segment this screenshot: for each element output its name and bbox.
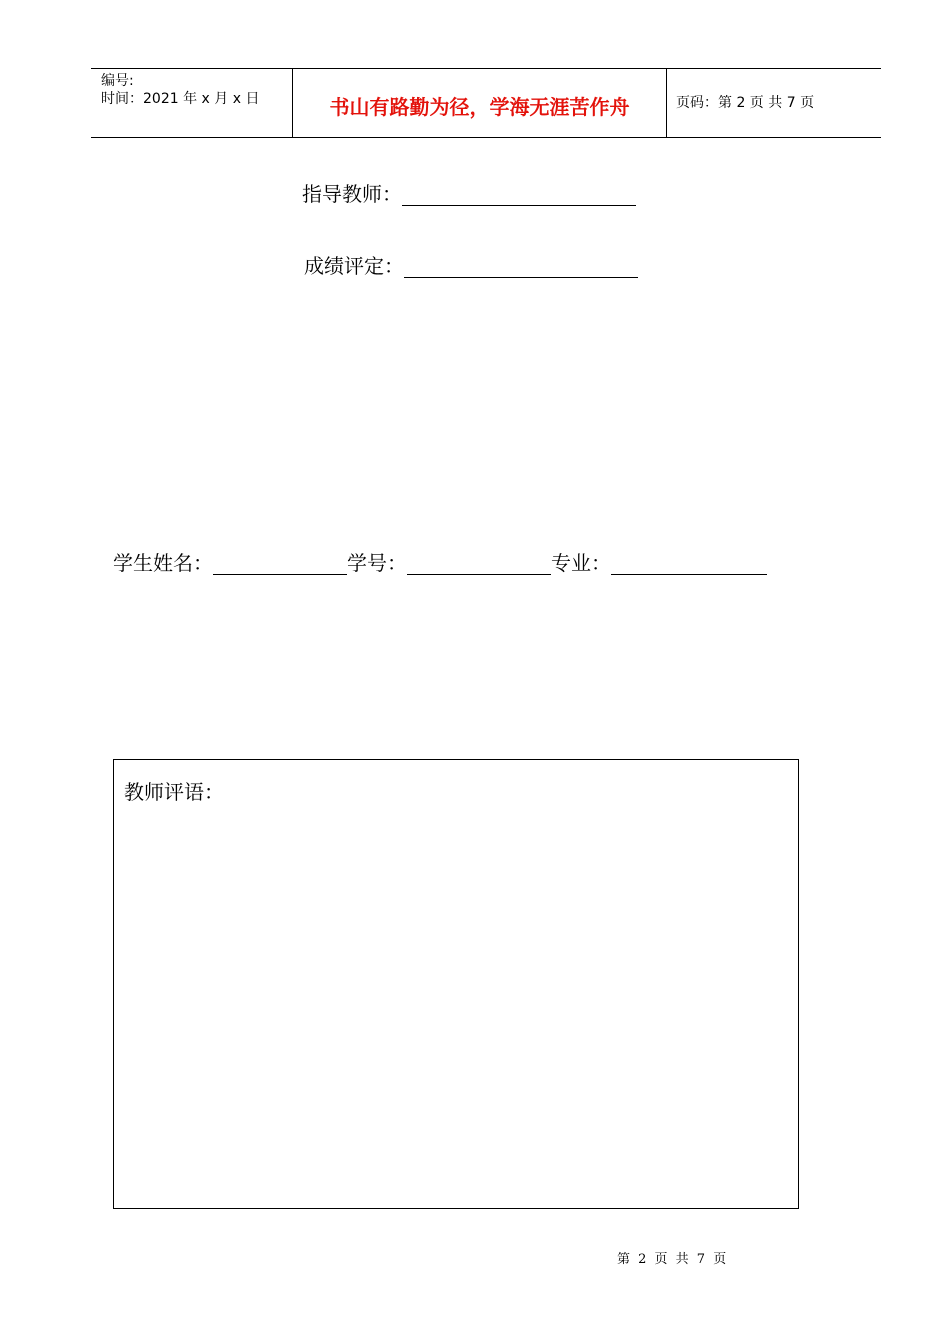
page-info: 页码：第 2 页 共 7 页: [676, 95, 815, 111]
advisor-blank-line[interactable]: [402, 183, 636, 206]
date-label: 时间：2021 年 x 月 x 日: [101, 91, 260, 107]
page-header: [91, 68, 881, 138]
student-info-row: [113, 551, 767, 575]
header-motto: 书山有路勤为径，学海无涯苦作舟: [329, 95, 630, 119]
teacher-comment-label: 教师评语：: [124, 780, 224, 804]
major-blank-line[interactable]: [611, 552, 767, 575]
serial-number-label: 编号:: [101, 73, 134, 89]
page-footer: 第 2 页 共 7 页: [617, 1252, 727, 1267]
student-id-blank-line[interactable]: [407, 552, 551, 575]
grade-field: [304, 254, 638, 278]
advisor-field: [302, 182, 636, 206]
student-name-blank-line[interactable]: [213, 552, 347, 575]
student-name-label: 学生姓名：: [113, 551, 213, 575]
grade-blank-line[interactable]: [404, 255, 638, 278]
header-left-cell: [91, 69, 292, 137]
major-label: 专业：: [551, 551, 611, 575]
teacher-comment-box[interactable]: [113, 759, 799, 1209]
header-motto-cell: [292, 69, 667, 137]
header-right-cell: [666, 69, 881, 137]
advisor-label: 指导教师：: [302, 182, 402, 206]
student-id-label: 学号：: [347, 551, 407, 575]
grade-label: 成绩评定：: [304, 254, 404, 278]
